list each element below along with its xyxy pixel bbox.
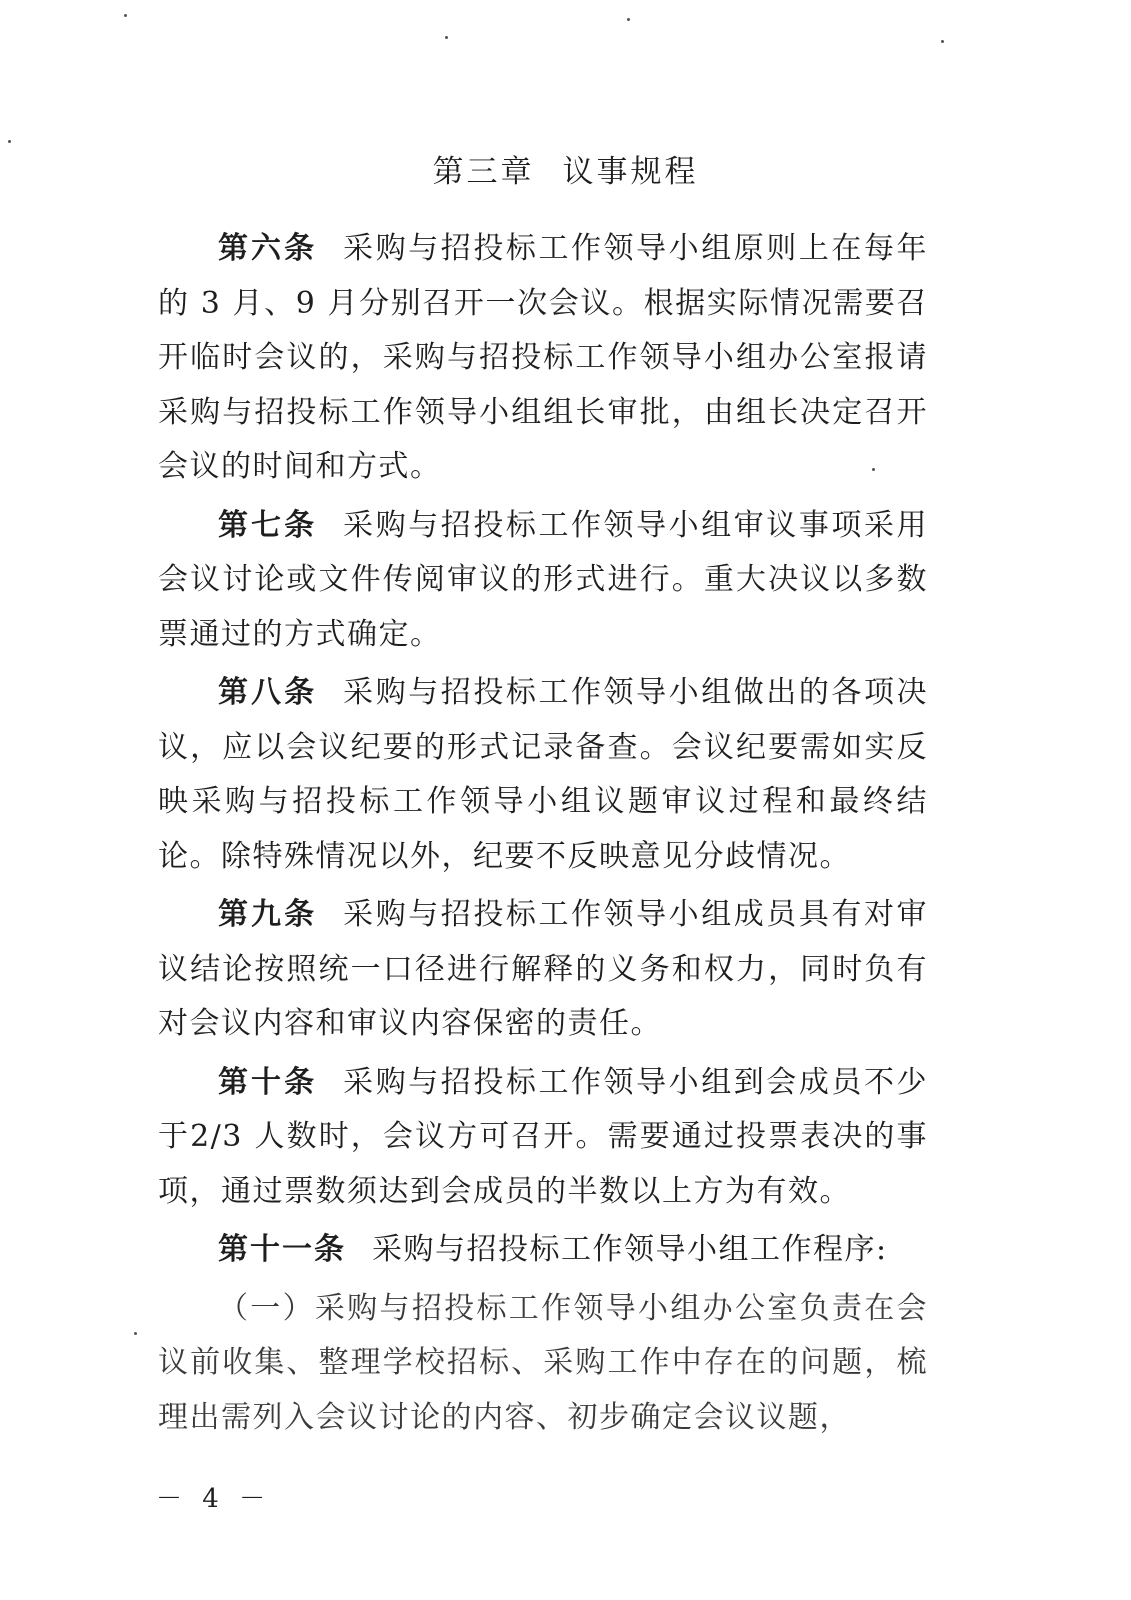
article-text: 采购与招投标工作领导小组工作程序: — [372, 1232, 888, 1267]
article-8 — [158, 666, 928, 884]
article-9 — [158, 888, 928, 1052]
chapter-name: 议事规程 — [562, 154, 699, 190]
document-body — [158, 222, 928, 1445]
article-label: 第七条 — [218, 507, 318, 543]
scan-speck — [627, 18, 630, 21]
scan-speck — [445, 36, 448, 39]
scan-speck — [124, 14, 127, 17]
article-label: 第十条 — [218, 1064, 318, 1100]
article-10 — [158, 1056, 928, 1220]
article-6 — [158, 222, 928, 495]
scan-speck — [8, 140, 11, 143]
procedure-item-1 — [158, 1282, 928, 1446]
article-text: 采购与招投标工作领导小组做出的各项决议，应以会议纪要的形式记录备查。会议纪要需如实反映采购与招投标工作领导小组议题审议过程和最终结论。除特殊情况以外，纪要不反映意见分歧情况。 — [158, 675, 929, 874]
scan-speck — [134, 1332, 137, 1335]
article-label: 第九条 — [218, 897, 318, 932]
procedure-item-text: （一）采购与招投标工作领导小组办公室负责在会议前收集、整理学校招标、采购工作中存在的问题，梳理出需列入会议讨论的内容、初步确定会议议题， — [158, 1290, 928, 1435]
article-7 — [158, 499, 928, 663]
page-number: － 4 － — [156, 1484, 272, 1514]
scan-speck — [941, 40, 944, 43]
article-label: 第十一条 — [218, 1232, 346, 1267]
article-text: 采购与招投标工作领导小组原则上在每年的 3 月、9 月分别召开一次会议。根据实际情况需要召开临时会议的，采购与招投标工作领导小组办公室报请采购与招投标工作领导小组组长审批，由组长决定召开会议的时间和方式。 — [158, 231, 929, 484]
chapter-title — [0, 152, 1131, 192]
article-text: 采购与招投标工作领导小组审议事项采用会议讨论或文件传阅审议的形式进行。重大决议以多数票通过的方式确定。 — [158, 507, 929, 652]
article-label: 第六条 — [218, 231, 318, 266]
article-11 — [158, 1223, 928, 1278]
article-text: 采购与招投标工作领导小组成员具有对审议结论按照统一口径进行解释的义务和权力，同时负有对会议内容和审议内容保密的责任。 — [158, 897, 929, 1041]
chapter-number: 第三章 — [432, 154, 535, 190]
article-label: 第八条 — [218, 675, 318, 710]
article-text: 采购与招投标工作领导小组到会成员不少于2/3 人数时，会议方可召开。需要通过投票表决的事项，通过票数须达到会成员的半数以上方为有效。 — [158, 1064, 929, 1209]
